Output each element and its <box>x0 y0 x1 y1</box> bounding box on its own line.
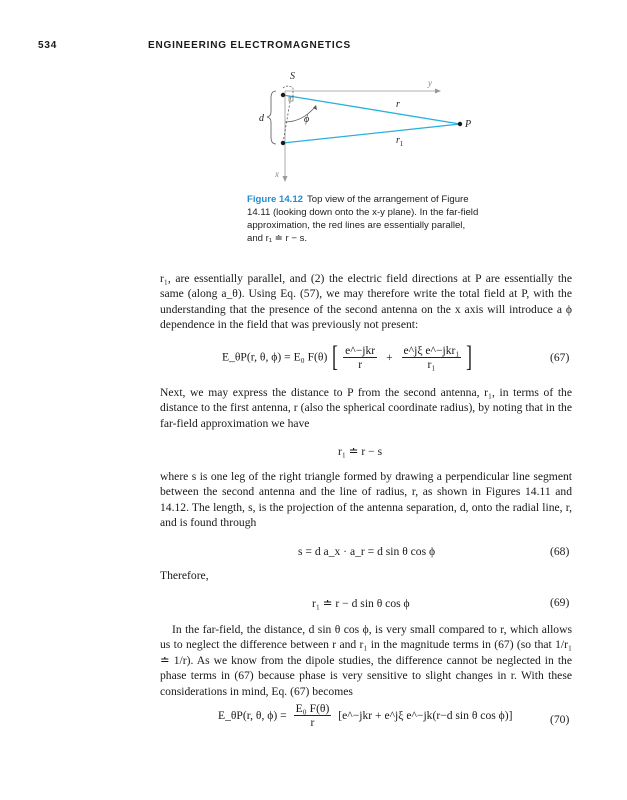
phi-arc <box>285 107 315 122</box>
eq70-fraction: $\frac{\text{E₀ F(θ)}}{r}$ <box>295 702 330 729</box>
y-axis-arrow <box>435 89 441 94</box>
label-y: y <box>428 78 432 88</box>
equation-68: s = d a_x · a_r = d sin θ cos ϕ <box>298 545 436 558</box>
eq70-lhs: E_θP(r, θ, ϕ) = <box>218 709 287 722</box>
perpendicular-s <box>283 96 291 143</box>
label-phi: ϕ <box>304 114 310 125</box>
label-d: d <box>259 113 264 124</box>
point-p <box>458 122 462 126</box>
label-x: x <box>275 169 279 179</box>
paragraph-1: r₁, are essentially parallel, and (2) the electric field directions at P are essentially the same (along a_θ). Using Eq. (57), we may therefore write the total field at P, with the understanding that the presence of the second antenna on the x axis will introduce a ϕ dependence in the field that was previously not present: <box>160 272 572 332</box>
ray-r1 <box>283 124 460 143</box>
label-r: r <box>396 99 400 110</box>
eq67-term1: $\frac{\text{e\textasciicircum{}−jkr}}{r}$ <box>345 343 376 371</box>
equation-69: r₁ ≐ r − d sin θ cos ϕ <box>312 597 410 610</box>
figure-caption <box>247 193 479 245</box>
eq67-bracket-left: [ <box>332 340 339 373</box>
eq67-bracket-right: ] <box>466 340 473 373</box>
figure-14-12-diagram <box>250 64 490 189</box>
eq70-number: (70) <box>550 713 570 726</box>
paragraph-2: Next, we may express the distance to P from the second antenna, r₁, in terms of the distance to the first antenna, r (also the spherical coordinate radius), by noting that in the far-field approximation we have <box>160 386 572 430</box>
equation-70 <box>218 702 512 729</box>
equation-r1-approx: r₁ ≐ r − s <box>338 445 383 458</box>
antenna-1-point <box>281 93 285 97</box>
ray-r <box>283 95 460 124</box>
d-brace <box>267 91 276 144</box>
page-number: 534 <box>38 40 58 51</box>
eq67-term2: $\frac{\text{e\textasciicircum{}jξ e\textasciicircum{}−jkr₁}}{\text{r₁}}$ <box>403 343 460 371</box>
right-angle-mark <box>289 97 293 101</box>
page-header <box>38 40 351 51</box>
caption-label: Figure 14.12 <box>247 194 303 205</box>
eq69-number: (69) <box>550 596 570 609</box>
eq68-number: (68) <box>550 545 570 558</box>
equation-67 <box>222 340 474 374</box>
phi-arrow <box>313 105 317 110</box>
eq67-lhs: E_θP(r, θ, ϕ) = E₀ F(θ) <box>222 350 328 364</box>
label-s: S <box>290 71 295 82</box>
eq67-number: (67) <box>550 351 570 364</box>
paragraph-4: In the far-field, the distance, d sin θ cos ϕ, is very small compared to r, which allows us to neglect the difference between r and r₁ in the magnitude terms in (67) (so that 1/r₁ ≐ 1/r). As we know from the dipole studies, the difference cannot be neglected in the phase terms in (67) because phase is very sensitive to slight changes in r. With these considerations in mind, Eq. (67) becomes <box>160 623 572 698</box>
label-r1: $r_1$ <box>396 135 404 148</box>
label-p: P <box>465 119 472 130</box>
antenna-2-point <box>281 141 285 145</box>
running-title: ENGINEERING ELECTROMAGNETICS <box>148 40 351 51</box>
eq67-plus: + <box>386 350 393 364</box>
x-axis-arrow <box>283 176 288 182</box>
paragraph-3: where s is one leg of the right triangle formed by drawing a perpendicular line segment between the second antenna and the line of radius, r, as shown in Figures 14.11 and 14.12. The length, s, is the projection of the antenna separation, d, onto the radial line, r, and is found through <box>160 470 572 530</box>
therefore-text: Therefore, <box>160 569 209 582</box>
caption-text: Top view of the arrangement of Figure 14.11 (looking down onto the x-y plane). In the far-field approximation, the red lines are essentially parallel, and r₁ ≐ r − s. <box>247 194 479 244</box>
eq70-bracket: [e^−jkr + e^jξ e^−jk(r−d sin θ cos ϕ)] <box>338 709 513 722</box>
